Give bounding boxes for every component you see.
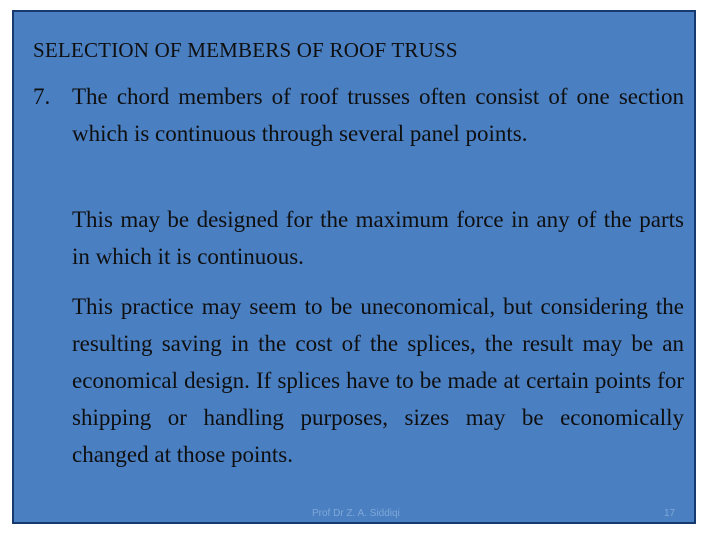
list-item-number: 7. bbox=[33, 84, 51, 109]
paragraph-1: The chord members of roof trusses often consist of one section which is continuous through several panel points. bbox=[72, 84, 684, 146]
footer-author: Prof Dr Z. A. Siddiqi bbox=[312, 508, 400, 519]
slide-panel bbox=[12, 10, 696, 524]
slide-title: SELECTION OF MEMBERS OF ROOF TRUSS bbox=[33, 38, 458, 62]
page-number: 17 bbox=[664, 508, 676, 519]
paragraph-3: This practice may seem to be uneconomical, but considering the resulting saving in the cost of the splices, the result may be an economical design. If splices have to be made at certain points for shipping or handling purposes, sizes may be economically changed at those points. bbox=[72, 294, 684, 467]
paragraph-2: This may be designed for the maximum force in any of the parts in which it is continuous. bbox=[72, 207, 684, 269]
